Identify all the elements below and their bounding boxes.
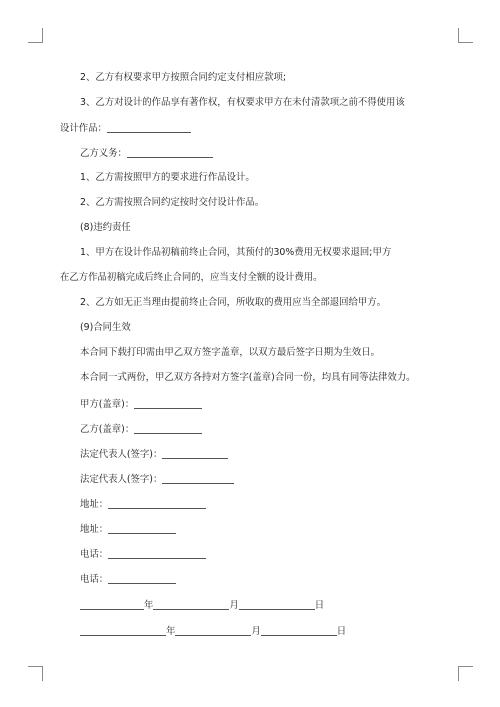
address-b-blank <box>108 523 176 534</box>
legal-rep-b-blank <box>162 473 234 484</box>
breach-clause-1a: 1、甲方在设计作品初稿前终止合同，其预付的30%费用无权要求退回;甲方 <box>80 247 392 258</box>
year-blank <box>80 625 166 636</box>
address-a-label: 地址： <box>80 499 109 510</box>
legal-rep-a-field <box>80 448 444 461</box>
party-b-obligations-blank <box>127 147 213 158</box>
crop-mark-top-left <box>28 28 43 43</box>
day-blank <box>239 599 315 610</box>
party-a-seal-label: 甲方(盖章)： <box>80 399 135 410</box>
crop-mark-bottom-right <box>458 666 473 681</box>
party-b-obligations-label: 乙方义务： <box>80 148 127 159</box>
breach-clause-2: 2、乙方如无正当理由提前终止合同，所收取的费用应当全部退回给甲方。 <box>80 297 386 308</box>
section-heading-effective: (9)合同生效 <box>80 322 131 333</box>
address-a-blank <box>108 498 206 509</box>
effective-clause-2: 本合同一式两份，甲乙双方各持对方签字(盖章)合同一份，均具有同等法律效力。 <box>80 372 416 383</box>
day-blank <box>261 625 337 636</box>
month-blank <box>153 599 229 610</box>
clause-b3: 3、乙方对设计的作品享有著作权，有权要求甲方在未付清款项之前不得使用该 <box>80 97 405 108</box>
address-b-label: 地址： <box>80 524 109 535</box>
party-a-seal-blank <box>134 398 202 409</box>
phone-b-blank <box>108 573 176 584</box>
date-line-1 <box>80 599 444 612</box>
crop-mark-bottom-left <box>28 666 43 681</box>
legal-rep-a-blank <box>162 448 228 459</box>
day-label: 日 <box>314 600 325 611</box>
design-work-blank <box>107 122 191 133</box>
year-label: 年 <box>166 626 176 637</box>
party-a-seal-field <box>80 398 444 411</box>
year-blank <box>80 599 144 610</box>
party-b-obligations-field <box>80 147 444 160</box>
section-heading-breach: (8)违约责任 <box>80 222 131 233</box>
phone-a-blank <box>108 548 206 559</box>
phone-b-label: 电话： <box>80 574 109 585</box>
day-label: 日 <box>336 626 347 637</box>
phone-a-field <box>80 548 444 561</box>
party-b-seal-label: 乙方(盖章)： <box>80 424 135 435</box>
address-a-field <box>80 498 444 511</box>
month-label: 月 <box>251 626 261 637</box>
effective-clause-1: 本合同下载打印需由甲乙双方签字盖章，以双方最后签字日期为生效日。 <box>80 347 381 358</box>
design-work-label: 设计作品： <box>60 123 107 134</box>
legal-rep-b-field <box>80 473 444 486</box>
design-work-field <box>60 122 444 135</box>
date-line-2 <box>80 625 444 638</box>
year-label: 年 <box>144 600 154 611</box>
obligation-1: 1、乙方需按照甲方的要求进行作品设计。 <box>80 172 255 183</box>
legal-rep-b-label: 法定代表人(签字)： <box>80 474 163 485</box>
crop-mark-top-right <box>458 28 473 43</box>
month-label: 月 <box>229 600 239 611</box>
month-blank <box>175 625 251 636</box>
breach-clause-1b: 在乙方作品初稿完成后终止合同的，应当支付全额的设计费用。 <box>60 272 323 283</box>
party-b-seal-blank <box>134 423 202 434</box>
legal-rep-a-label: 法定代表人(签字)： <box>80 449 163 460</box>
address-b-field <box>80 523 444 536</box>
clause-b2: 2、乙方有权要求甲方按照合同约定支付相应款项; <box>80 72 287 83</box>
party-b-seal-field <box>80 423 444 436</box>
obligation-2: 2、乙方需按照合同约定按时交付设计作品。 <box>80 197 265 208</box>
phone-b-field <box>80 573 444 586</box>
phone-a-label: 电话： <box>80 549 109 560</box>
